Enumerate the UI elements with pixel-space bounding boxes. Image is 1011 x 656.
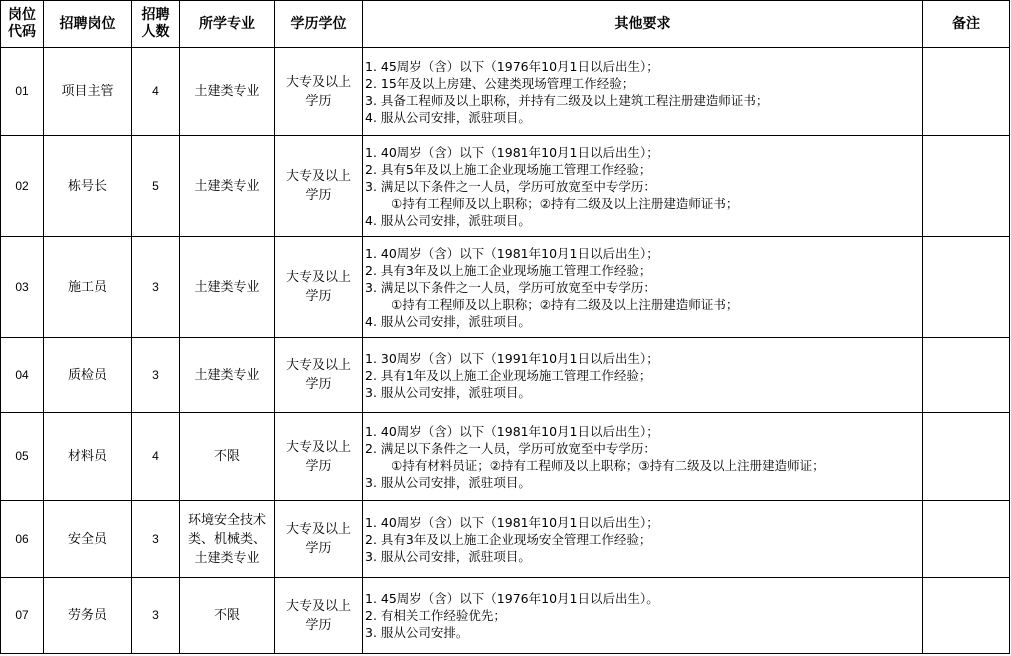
cell-education [275, 578, 363, 654]
requirement-subline: ①持有工程师及以上职称；②持有二级及以上注册建造师证书； [391, 296, 739, 312]
requirement-line: 1. 40周岁（含）以下（1981年10月1日以后出生）； [365, 144, 659, 160]
header-requirements: 其他要求 [363, 1, 923, 48]
cell-requirements [363, 501, 923, 578]
cell-notes [923, 237, 1010, 338]
header-code [1, 1, 44, 48]
major-line: 不限 [213, 449, 240, 464]
major-line: 类、机械类、 [187, 531, 266, 547]
cell-major [180, 136, 275, 237]
requirement-line: 4. 服从公司安排，派驻项目。 [365, 313, 531, 329]
cell-count: 4 [132, 48, 180, 136]
cell-count: 3 [132, 501, 180, 578]
cell-education [275, 237, 363, 338]
cell-major [180, 338, 275, 413]
table-body [1, 48, 1010, 654]
cell-position: 栋号长 [44, 136, 132, 237]
major-line: 土建类专业 [194, 550, 260, 566]
major-line: 土建类专业 [194, 84, 260, 99]
requirement-line: 2. 具有1年及以上施工企业现场施工管理工作经验； [365, 367, 652, 383]
cell-requirements [363, 237, 923, 338]
cell-code: 04 [1, 338, 44, 413]
cell-notes [923, 48, 1010, 136]
requirement-line: 3. 服从公司安排，派驻项目。 [365, 548, 531, 564]
requirement-line: 1. 40周岁（含）以下（1981年10月1日以后出生）； [365, 423, 659, 439]
cell-education [275, 413, 363, 501]
cell-position: 安全员 [44, 501, 132, 578]
requirement-line: 1. 30周岁（含）以下（1991年10月1日以后出生）； [365, 350, 659, 366]
major-line: 不限 [213, 608, 240, 623]
cell-major [180, 48, 275, 136]
cell-code: 07 [1, 578, 44, 654]
table-row [1, 501, 1010, 578]
cell-position: 质检员 [44, 338, 132, 413]
header-count-line: 招聘 [141, 7, 170, 23]
education-line: 学历 [305, 289, 332, 304]
header-code-line: 代码 [8, 24, 36, 40]
cell-notes [923, 578, 1010, 654]
header-row [1, 1, 1010, 48]
education-line: 大专及以上 [285, 358, 351, 373]
major-line: 土建类专业 [194, 279, 260, 295]
requirement-line: 2. 具有3年及以上施工企业现场安全管理工作经验； [365, 531, 652, 547]
education-line: 大专及以上 [285, 598, 351, 614]
cell-education [275, 338, 363, 413]
requirement-line: 3. 服从公司安排，派驻项目。 [365, 474, 531, 490]
requirement-line: 3. 满足以下条件之一人员，学历可放宽至中专学历： [365, 279, 656, 295]
cell-count: 4 [132, 413, 180, 501]
major-line: 土建类专业 [194, 178, 260, 194]
header-count [132, 1, 180, 48]
cell-requirements [363, 48, 923, 136]
education-line: 学历 [305, 541, 332, 556]
cell-position: 施工员 [44, 237, 132, 338]
requirement-line: 1. 45周岁（含）以下（1976年10月1日以后出生）； [365, 58, 659, 74]
requirement-line: 3. 服从公司安排。 [365, 625, 469, 640]
education-line: 大专及以上 [285, 522, 351, 537]
major-line: 环境安全技术 [187, 512, 266, 528]
header-count-line: 人数 [141, 24, 170, 40]
table-row [1, 136, 1010, 237]
education-line: 大专及以上 [285, 169, 351, 184]
cell-code: 03 [1, 237, 44, 338]
cell-position: 项目主管 [44, 48, 132, 136]
header-code-line: 岗位 [8, 7, 36, 23]
cell-requirements [363, 413, 923, 501]
cell-education [275, 501, 363, 578]
education-line: 学历 [305, 458, 332, 474]
requirement-line: 2. 15年及以上房建、公建类现场管理工作经验； [365, 75, 635, 91]
cell-position: 材料员 [44, 413, 132, 501]
requirement-line: 2. 有相关工作经验优先； [365, 608, 506, 623]
cell-count: 3 [132, 338, 180, 413]
table-row [1, 578, 1010, 654]
requirement-line: 2. 满足以下条件之一人员，学历可放宽至中专学历： [365, 440, 656, 456]
education-line: 学历 [305, 377, 332, 392]
cell-education [275, 48, 363, 136]
cell-major [180, 413, 275, 501]
table-row [1, 48, 1010, 136]
requirement-subline: ①持有材料员证；②持有工程师及以上职称；③持有二级及以上注册建造师证； [391, 457, 825, 473]
header-major: 所学专业 [180, 1, 275, 48]
cell-count: 3 [132, 237, 180, 338]
requirement-line: 1. 45周岁（含）以下（1976年10月1日以后出生）。 [365, 591, 659, 606]
cell-notes [923, 501, 1010, 578]
header-position: 招聘岗位 [44, 1, 132, 48]
requirement-line: 4. 服从公司安排，派驻项目。 [365, 212, 531, 228]
cell-notes [923, 413, 1010, 501]
education-line: 大专及以上 [285, 270, 351, 285]
header-education: 学历学位 [275, 1, 363, 48]
education-line: 学历 [305, 617, 332, 633]
table-row [1, 413, 1010, 501]
cell-notes [923, 338, 1010, 413]
cell-requirements [363, 338, 923, 413]
cell-major [180, 578, 275, 654]
education-line: 学历 [305, 188, 332, 203]
cell-major [180, 237, 275, 338]
education-line: 学历 [305, 93, 332, 109]
cell-notes [923, 136, 1010, 237]
cell-requirements [363, 578, 923, 654]
requirement-line: 3. 满足以下条件之一人员，学历可放宽至中专学历： [365, 178, 656, 194]
cell-position: 劳务员 [44, 578, 132, 654]
cell-count: 3 [132, 578, 180, 654]
requirement-line: 1. 40周岁（含）以下（1981年10月1日以后出生）； [365, 514, 659, 530]
requirement-subline: ①持有工程师及以上职称；②持有二级及以上注册建造师证书； [391, 195, 739, 211]
cell-code: 05 [1, 413, 44, 501]
cell-major [180, 501, 275, 578]
cell-code: 02 [1, 136, 44, 237]
cell-requirements [363, 136, 923, 237]
education-line: 大专及以上 [285, 74, 351, 90]
header-notes: 备注 [923, 1, 1010, 48]
education-line: 大专及以上 [285, 439, 351, 455]
cell-code: 06 [1, 501, 44, 578]
requirement-line: 3. 具备工程师及以上职称，并持有二级及以上建筑工程注册建造师证书； [365, 92, 769, 108]
requirement-line: 2. 具有3年及以上施工企业现场施工管理工作经验； [365, 262, 652, 278]
requirement-line: 3. 服从公司安排，派驻项目。 [365, 384, 531, 400]
table-row [1, 338, 1010, 413]
requirement-line: 1. 40周岁（含）以下（1981年10月1日以后出生）； [365, 245, 659, 261]
requirement-line: 2. 具有5年及以上施工企业现场施工管理工作经验； [365, 161, 652, 177]
major-line: 土建类专业 [194, 367, 260, 383]
requirement-line: 4. 服从公司安排，派驻项目。 [365, 109, 531, 125]
table-row [1, 237, 1010, 338]
cell-code: 01 [1, 48, 44, 136]
cell-education [275, 136, 363, 237]
cell-count: 5 [132, 136, 180, 237]
